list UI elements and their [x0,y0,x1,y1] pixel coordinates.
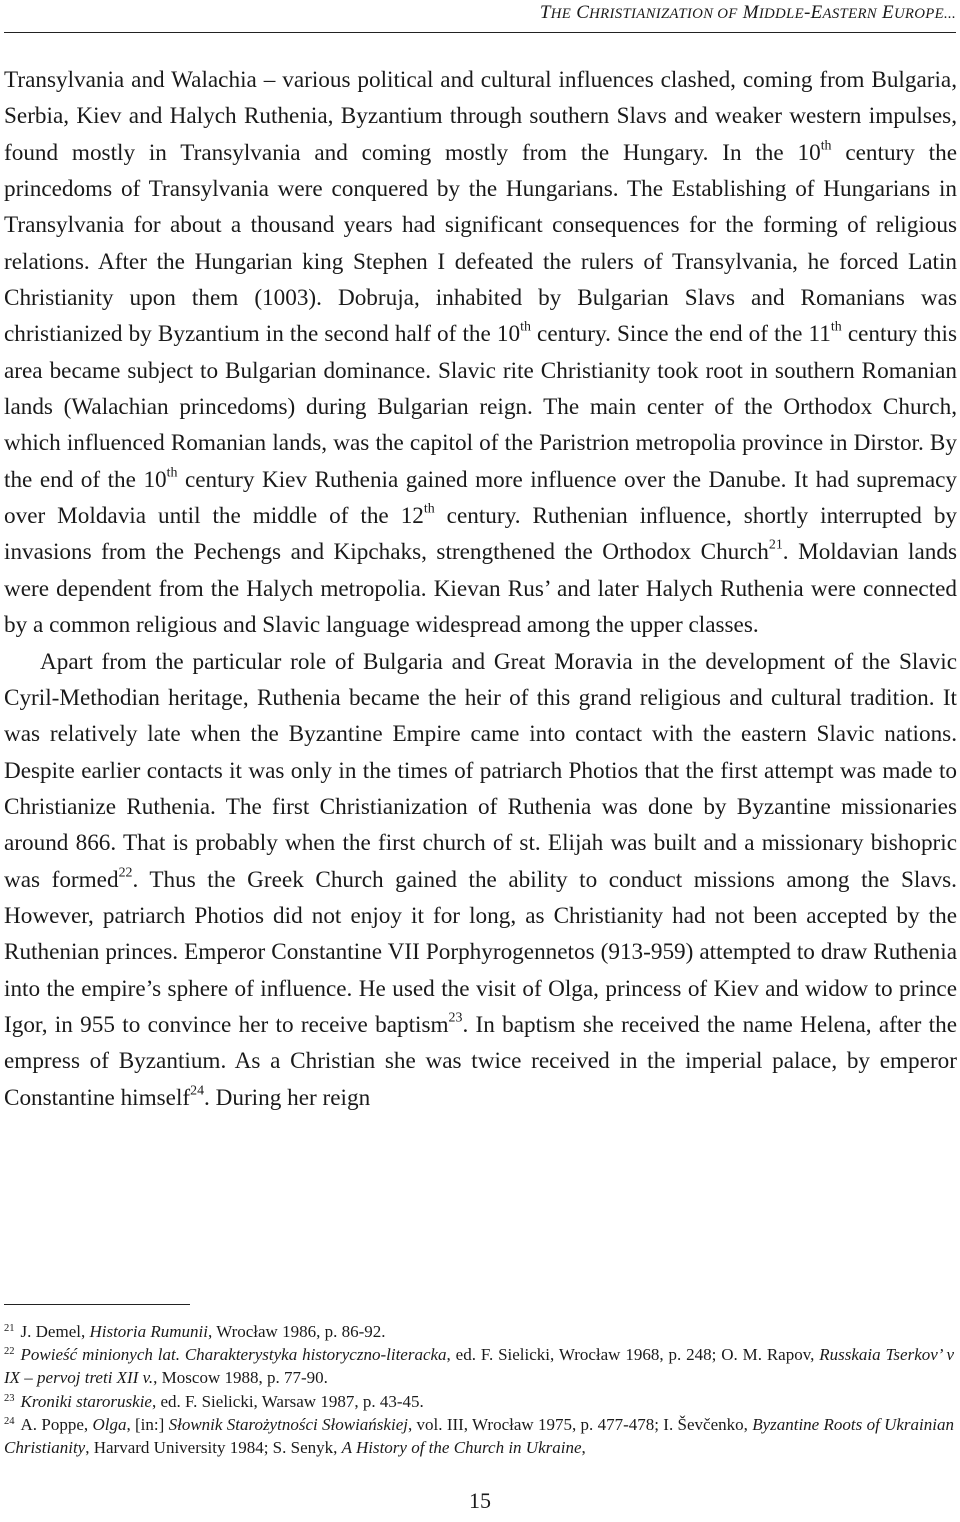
header-rule [4,32,956,33]
footnote-ref-23[interactable]: 23 [448,1010,463,1026]
footnote-21: $^{21}$ J. Demel, Historia Rumunii, Wrocław 1986, p. 86-92. [4,1322,386,1341]
running-header: THE CHRISTIANIZATION OF MIDDLE-EASTERN EUROPE... [539,2,956,23]
paragraph-1: Transylvania and Walachia – various political and cultural influences clashed, coming from Bulgaria, Serbia, Kiev and Halych Ruthenia, Byzantium through southern Slavs and weaker western impulses, found mostly in Transylvania and coming mostly from the Hungary. In the 10th century the princedoms of Transylvania were conquered by the Hungarians. The Establishing of Hungarians in Transylvania for about a thousand years had significant consequences for the forming of religious relations. After the Hungarian king Stephen I defeated the rulers of Transylvania, he forced Latin Christianity upon them (1003). Dobruja, inhabited by Bulgarian Slavs and Romanians was christianized by Byzantium in the second half of the 10th century. Since the end of the 11th century this area became subject to Bulgarian dominance. Slavic rite Christianity took root in southern Romanian lands (Walachian princedoms) during Bulgarian reign. The main center of the Orthodox Church, which influenced Romanian lands, was the capitol of the Paristrion metropolia province in Dirstor. By the end of the 10th century Kiev Ruthenia gained more influence over the Danube. It had supremacy over Moldavia until the middle of the 12th century. Ruthenian influence, shortly interrupted by invasions from the Pechengs and Kipchaks, strengthened the Orthodox Church$^{21}$. Moldavian lands were dependent from the Halych metropolia. Kievan Rus’ and later Halych Ruthenia were connected by a common religious and Slavic language widespread among the upper classes. [4,67,958,639]
footnotes [4,1320,954,1459]
paragraph-2: Apart from the particular role of Bulgaria and Great Moravia in the development of the Slavic Cyril-Methodian heritage, Ruthenia became the heir of this grand religious and cultural tradition. It was relatively late when the Byzantine Empire came into contact with the eastern Slavic nations. Despite earlier contacts it was only in the times of patriarch Photios that the first attempt was made to Christianize Ruthenia. The first Christianization of Ruthenia was done by Byzantine missionaries around 866. That is probably when the first church of st. Elijah was built and a missionary bishopric was formed$^{22}$. Thus the Greek Church gained the ability to conduct missions among the Slavs. However, patriarch Photios did not enjoy it for long, as Christianity had not been accepted by the Ruthenian princes. Emperor Constantine VII Porphyrogennetos (913-959) attempted to draw Ruthenia into the empire’s sphere of influence. He used the visit of Olga, princess of Kiev and widow to prince Igor, in 955 to convince her to receive baptism$^{23}$. In baptism she received the name Helena, after the empress of Byzantium. As a Christian she was twice received in the imperial palace, by emperor Constantine himself$^{24}$. During her reign [4,648,957,1111]
footnote-22: $^{22}$ Powieść minionych lat. Charakterystyka historyczno-literacka, ed. F. Sielicki, Wrocław 1968, p. 248; O. M. Rapov, Russkaia Tserkov’ v IX – pervoj treti XII v., Moscow 1988, p. 77-90. [4,1345,954,1388]
superscript-ordinal: th [820,138,832,154]
footnote-number: 23 [4,1392,15,1404]
footnote-separator [4,1304,190,1305]
footnote-number: 24 [4,1416,15,1428]
superscript-ordinal: th [166,465,178,481]
superscript-ordinal: th [830,319,842,335]
footnote-number: 21 [4,1323,15,1335]
footnote-23: $^{23}$ Kroniki staroruskie, ed. F. Sielicki, Warsaw 1987, p. 43-45. [4,1391,424,1411]
footnote-24: $^{24}$ A. Poppe, Olga, [in:] Słownik Starożytności Słowiańskiej, vol. III, Wrocław 1975, p. 477-478; I. Ševčenko, Byzantine Roots of Ukrainian Christianity, Harvard University 1984; S. Senyk, A History of the Church in Ukraine, [4,1414,954,1458]
superscript-ordinal: th [423,501,435,517]
superscript-ordinal: th [520,319,531,335]
footnote-number: 22 [4,1346,15,1358]
footnote-ref-21[interactable]: 21 [768,538,783,554]
footnote-ref-24[interactable]: 24 [190,1083,205,1099]
body-text [4,62,957,1116]
page-number: 15 [469,1488,491,1513]
footnote-ref-22[interactable]: 22 [118,865,133,881]
